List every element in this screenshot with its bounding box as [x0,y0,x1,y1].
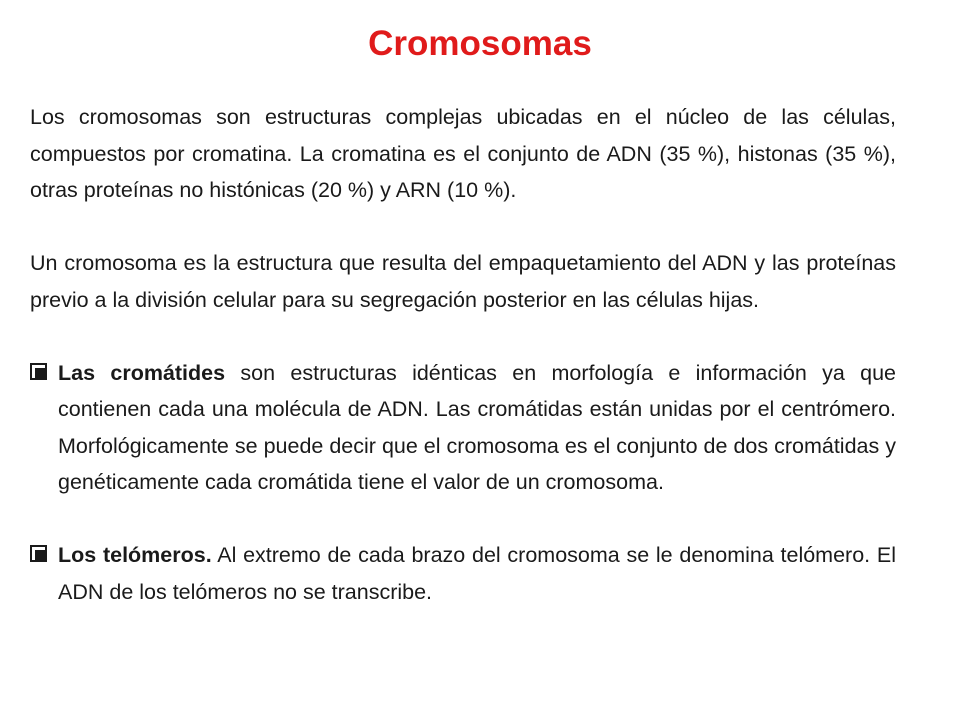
slide-title: Cromosomas [368,24,592,63]
checkbox-square-icon [30,545,47,562]
bullet-description: Al extremo de cada brazo del cromosoma se le denomina telómero. El ADN de los telómeros no se transcribe. [58,543,896,604]
bullet-text [58,355,896,501]
bullet-description: son estructuras idénticas en morfología e información ya que contienen cada una molécula de ADN. Las cromátidas están unidas por el centrómero. Morfológicamente se puede decir que el cromosoma es el conjunto de dos cromátidas y genéticamente cada cromátida tiene el valor de un cromosoma. [58,360,897,494]
paragraph-chromosome-structure: Un cromosoma es la estructura que resulta del empaquetamiento del ADN y las proteínas previo a la división celular para su segregación posterior en las células hijas. [30,251,896,312]
bullet-term: Las cromátides [58,360,226,385]
bullet-text [58,537,896,610]
bullet-item-telomeros [30,537,896,610]
checkbox-square-icon [30,363,47,380]
bullet-item-cromatides [30,355,896,501]
paragraph-chromosome-definition: Los cromosomas son estructuras complejas ubicadas en el núcleo de las células, compuestos por cromatina. La cromatina es el conjunto de ADN (35 %), histonas (35 %), otras proteínas no histónicas (20 %) y ARN (10 %). [30,105,896,202]
slide-content [30,99,896,647]
bullet-term: Los telómeros. [58,543,212,567]
